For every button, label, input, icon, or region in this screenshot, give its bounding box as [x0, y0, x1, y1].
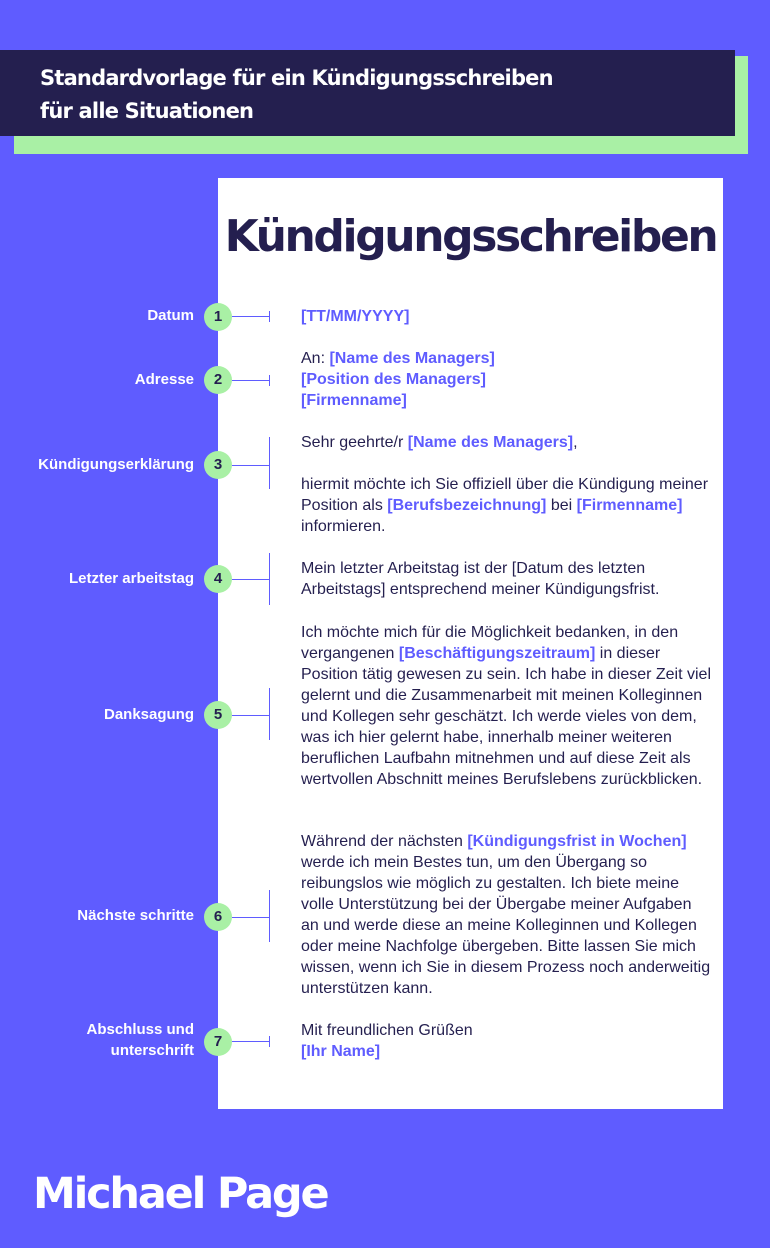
address-block	[301, 348, 711, 411]
connector-line-5	[232, 715, 270, 716]
section-badge-2: 2	[204, 366, 232, 394]
section-label-datum: Datum	[147, 307, 194, 324]
header-title-line-2: für alle Situationen	[40, 99, 254, 123]
section-label-abschluss: Abschluss und unterschrift	[86, 1021, 194, 1059]
paragraph-danksagung: Ich möchte mich für die Möglichkeit bedanken, in den vergangenen [Beschäftigungszeitraum] in dieser Position tätig gewesen zu sein. Ich habe in dieser Zeit viel gelernt und die Zusammenarbeit mit meinen Kolleginnen und Kollegen sehr geschätzt. Ich werde vieles von dem, was ich hier gelernt habe, innerhalb meiner weiteren beruflichen Laufbahn mitnehmen und auf diese Zeit als wertvollen Abschnitt meines Berufslebens zurückblicken.	[301, 624, 712, 788]
paragraph-letzter-arbeitstag: Mein letzter Arbeitstag ist der [Datum des letzten Arbeitstags] entsprechend meiner Kündigungsfrist.	[301, 560, 660, 598]
section-badge-5: 5	[204, 701, 232, 729]
section-badge-1: 1	[204, 303, 232, 331]
bracket-line-4	[269, 553, 270, 605]
section-badge-3: 3	[204, 451, 232, 479]
closing-block	[301, 1020, 711, 1062]
field-datum	[301, 306, 711, 327]
connector-line-6	[232, 917, 270, 918]
placeholder-name-manager-salutation: [Name des Managers]	[407, 434, 574, 451]
placeholder-firmenname: [Firmenname]	[301, 392, 407, 409]
connector-line-2	[232, 380, 270, 381]
paragraph-naechste-schritte: Während der nächsten [Kündigungsfrist in Wochen] werde ich mein Bestes tun, um den Übergang so reibungslos wie möglich zu gestalten. Ich biete meine volle Unterstützung bei der Übergabe meiner Aufgaben an und werde diese an meine Kolleginnen und Kollegen oder meine Nachfolge übergeben. Bitte lassen Sie mich wissen, wenn ich Sie in diesem Prozess noch anderweitig unterstützen kann.	[301, 833, 711, 997]
bracket-line-3	[269, 437, 270, 489]
placeholder-firmenname-2: [Firmenname]	[576, 497, 683, 514]
placeholder-berufsbezeichnung: [Berufsbezeichnung]	[387, 497, 547, 514]
placeholder-name-manager: [Name des Managers]	[329, 350, 495, 367]
salutation: Sehr geehrte/r [Name des Managers],	[301, 434, 578, 451]
michael-page-logo: Michael Page	[33, 1169, 328, 1219]
connector-line-3	[232, 465, 270, 466]
section-label-adresse: Adresse	[134, 371, 194, 388]
section-label-danksagung: Danksagung	[103, 706, 194, 723]
placeholder-kuendigungsfrist: [Kündigungsfrist in Wochen]	[467, 833, 687, 850]
connector-line-4	[232, 579, 270, 580]
bracket-line-7	[269, 1036, 270, 1047]
section-label-naechste-schritte: Nächste schritte	[77, 907, 194, 924]
placeholder-datum: [TT/MM/YYYY]	[301, 308, 410, 325]
section-label-letzter-arbeitstag: Letzter arbeitstag	[68, 570, 194, 587]
section-badge-6: 6	[204, 903, 232, 931]
section-badge-7: 7	[204, 1028, 232, 1056]
bracket-line-2	[269, 375, 270, 386]
connector-line-7	[232, 1041, 270, 1042]
document-title: Kündigungsschreiben	[224, 211, 717, 262]
header-banner	[0, 50, 735, 136]
bracket-line-5	[269, 688, 270, 740]
paragraph-kuendigung: hiermit möchte ich Sie offiziell über die Kündigung meiner Position als [Berufsbezeichnung] bei [Firmenname] informieren.	[301, 476, 709, 535]
bracket-line-1	[269, 311, 270, 322]
header-title-line-1: Standardvorlage für ein Kündigungsschreiben	[40, 66, 553, 90]
bracket-line-6	[269, 890, 270, 942]
section-badge-4: 4	[204, 565, 232, 593]
address-line-to: An: [Name des Managers]	[301, 350, 495, 367]
placeholder-position-manager: [Position des Managers]	[301, 371, 486, 388]
placeholder-ihr-name: [Ihr Name]	[301, 1043, 381, 1060]
closing-greeting: Mit freundlichen Grüßen	[301, 1022, 473, 1039]
section-label-kuendigungserklaerung: Kündigungserklärung	[38, 456, 194, 473]
placeholder-beschaeftigungszeitraum: [Beschäftigungszeitraum]	[398, 645, 596, 662]
connector-line-1	[232, 316, 270, 317]
